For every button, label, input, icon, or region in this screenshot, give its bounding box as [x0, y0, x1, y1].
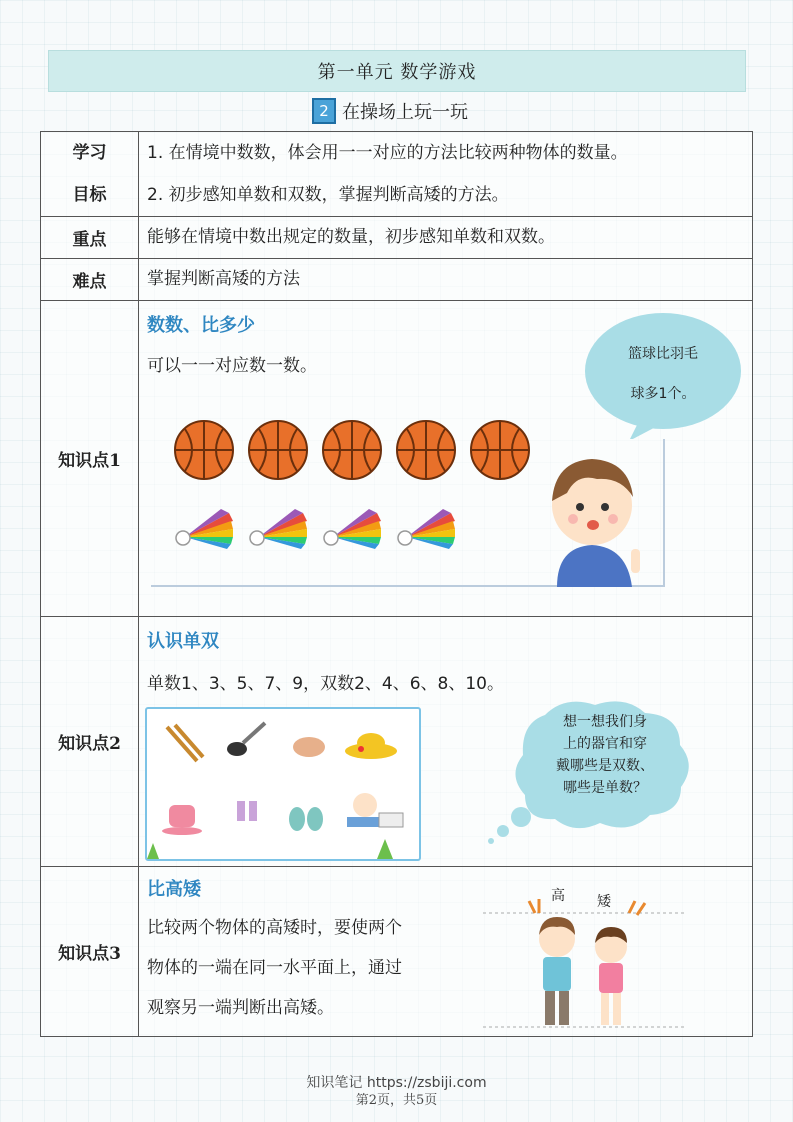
objects-illustration — [147, 709, 419, 859]
kp1-title: 数数、比多少 — [147, 315, 255, 336]
lesson-number-badge: 2 — [312, 98, 336, 124]
kids-illustration — [479, 881, 689, 1031]
goal-item-1: 1. 在情境中数数，体会用一一对应的方法比较两种物体的数量。 — [147, 143, 628, 163]
basketball-icon — [247, 419, 309, 481]
lesson-title — [312, 96, 468, 126]
unit-banner — [48, 50, 746, 92]
shuttlecock-icon — [395, 507, 457, 551]
key-point-text: 能够在情境中数出规定的数量，初步感知单数和双数。 — [147, 227, 555, 247]
kp1-label: 知识点1 — [41, 301, 139, 617]
short-label: 矮 — [597, 894, 611, 910]
kp2-row — [41, 617, 753, 867]
kp2-bubble-line1: 想一想我们身 — [563, 714, 647, 730]
basketball-icon — [173, 419, 235, 481]
kp1-text: 可以一一对应数一数。 — [147, 356, 317, 376]
kp3-label: 知识点3 — [41, 867, 139, 1037]
kp1-bubble-line1: 篮球比羽毛 — [628, 346, 698, 362]
key-point-label: 重点 — [41, 217, 139, 259]
difficulty-row — [41, 259, 753, 301]
unit-title: 第一单元 数学游戏 — [317, 62, 477, 83]
kp2-bubble-line3: 戴哪些是双数、 — [556, 758, 654, 774]
kp2-label: 知识点2 — [41, 617, 139, 867]
goals-row — [41, 132, 753, 217]
kp2-objects-panel — [145, 707, 421, 861]
kp2-thought-bubble — [485, 695, 705, 855]
kp1-content — [139, 301, 753, 617]
shuttlecock-icon — [321, 507, 383, 551]
goals-label-line2: 目标 — [72, 185, 107, 205]
goals-label — [41, 132, 139, 217]
boy-illustration — [537, 437, 647, 587]
lesson-title-text: 在操场上玩一玩 — [342, 102, 468, 123]
difficulty-text: 掌握判断高矮的方法 — [147, 269, 300, 289]
kp3-content — [139, 867, 753, 1037]
difficulty-label: 难点 — [41, 259, 139, 301]
goals-label-line1: 学习 — [72, 143, 107, 163]
lesson-plan-table — [40, 131, 753, 1037]
kp2-bubble-line2: 上的器官和穿 — [563, 736, 647, 752]
height-comparison-illustration — [479, 881, 689, 1031]
kp3-row — [41, 867, 753, 1037]
footer-site: 知识笔记 https://zsbiji.com — [306, 1075, 487, 1091]
kp3-title: 比高矮 — [147, 879, 201, 900]
kp1-speech-bubble — [571, 309, 741, 439]
kp3-line3: 观察另一端判断出高矮。 — [147, 998, 334, 1018]
tall-label: 高 — [551, 888, 565, 904]
basketball-icon — [469, 419, 531, 481]
kp3-line1: 比较两个物体的高矮时，要使两个 — [147, 918, 402, 938]
basketball-row — [173, 419, 531, 481]
footer-page: 第2页，共5页 — [355, 1093, 438, 1108]
kp2-bubble-line4: 哪些是单数？ — [563, 780, 647, 796]
basketball-icon — [321, 419, 383, 481]
kp2-text: 单数1、3、5、7、9，双数2、4、6、8、10。 — [147, 674, 504, 694]
shuttlecock-row — [173, 507, 457, 551]
basketball-icon — [395, 419, 457, 481]
kp2-content — [139, 617, 753, 867]
kp1-row — [41, 301, 753, 617]
key-point-content — [139, 217, 753, 259]
kp3-line2: 物体的一端在同一水平面上，通过 — [147, 958, 402, 978]
difficulty-content — [139, 259, 753, 301]
shuttlecock-icon — [247, 507, 309, 551]
kp1-bubble-line2: 球多1个。 — [630, 386, 696, 402]
shuttlecock-icon — [173, 507, 235, 551]
key-point-row — [41, 217, 753, 259]
goals-content — [139, 132, 753, 217]
kp2-title: 认识单双 — [147, 631, 219, 652]
goal-item-2: 2. 初步感知单数和双数，掌握判断高矮的方法。 — [147, 185, 509, 205]
